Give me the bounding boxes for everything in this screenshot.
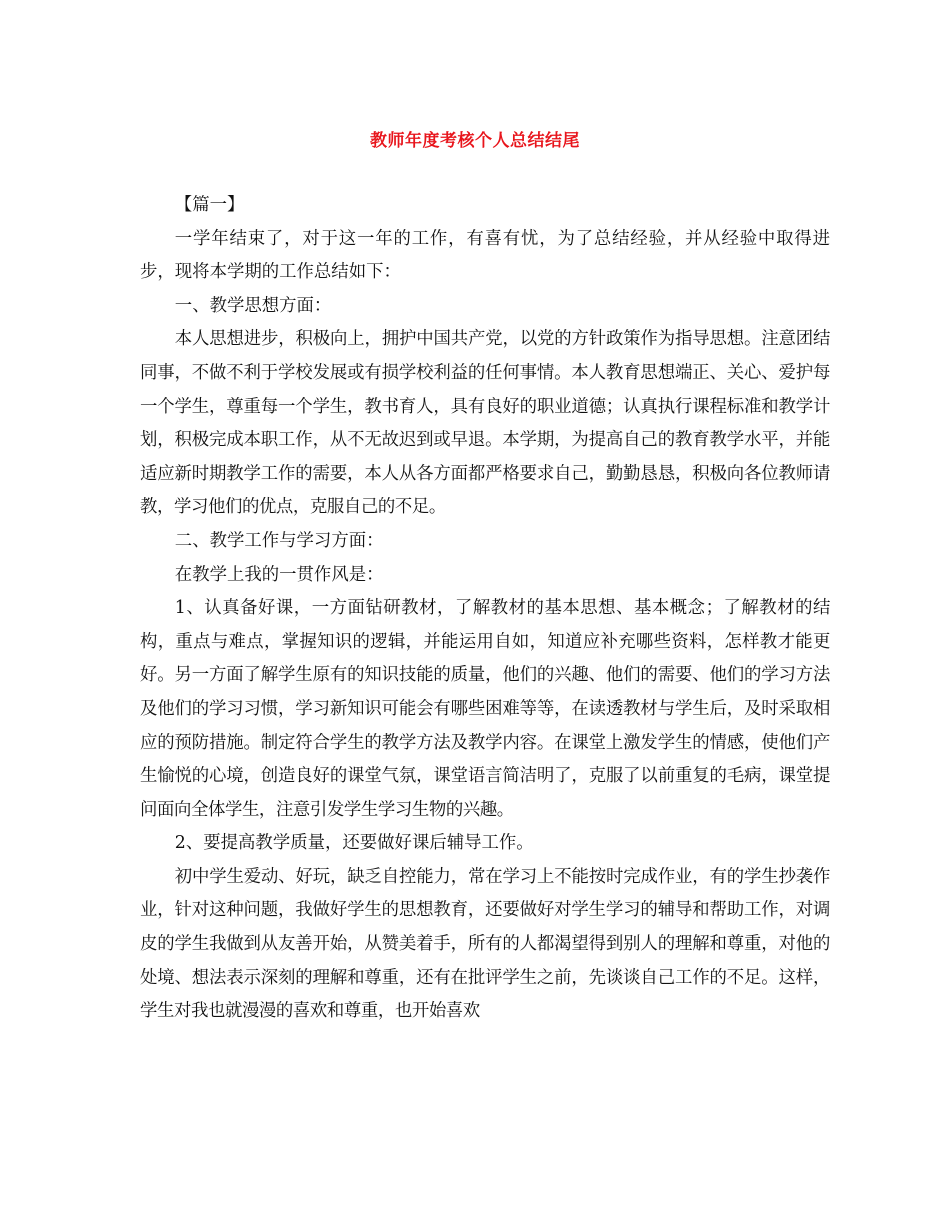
tutoring-heading-paragraph: 2、要提高教学质量，还要做好课后辅导工作。 bbox=[174, 833, 534, 854]
section-heading-teaching-work: 二、教学工作与学习方面： bbox=[174, 530, 384, 551]
document-body bbox=[140, 189, 830, 1029]
teaching-style-paragraph: 在教学上我的一贯作风是： bbox=[174, 564, 384, 585]
tutoring-detail-paragraph: 初中学生爱动、好玩，缺乏自控能力，常在学习上不能按时完成作业，有的学生抄袭作业，针对这种问题，我做好学生的思想教育，还要做好对学生学习的辅导和帮助工作，对调皮的学生我做到从友善开始，从赞美着手，所有的人都渴望得到别人的理解和尊重，对他的处境、想法表示深刻的理解和尊重，还有在批评学生之前，先谈谈自己工作的不足。这样，学生对我也就漫漫的喜欢和尊重，也开始喜欢 bbox=[140, 866, 830, 1022]
teaching-philosophy-paragraph: 本人思想进步，积极向上，拥护中国共产党，以党的方针政策作为指导思想。注意团结同事，不做不利于学校发展或有损学校利益的任何事情。本人教育思想端正、关心、爱护每一个学生，尊重每一个学生，教书育人，具有良好的职业道德；认真执行课程标准和教学计划，积极完成本职工作，从不无故迟到或早退。本学期，为提高自己的教育教学水平，并能适应新时期教学工作的需要，本人从各方面都严格要求自己，勤勤恳恳，积极向各位教师请教，学习他们的优点，克服自己的不足。 bbox=[140, 329, 830, 518]
lesson-preparation-paragraph: 1、认真备好课，一方面钻研教材，了解教材的基本思想、基本概念；了解教材的结构，重点与难点，掌握知识的逻辑，并能运用自如，知道应补充哪些资料，怎样教才能更好。另一方面了解学生原有的知识技能的质量，他们的兴趣、他们的需要、他们的学习方法及他们的学习习惯，学习新知识可能会有哪些困难等等，在读透教材与学生后，及时采取相应的预防措施。制定符合学生的教学方法及教学内容。在课堂上激发学生的情感，使他们产生愉悦的心境，创造良好的课堂气氛，课堂语言简洁明了，克服了以前重复的毛病，课堂提问面向全体学生，注意引发学生学习生物的兴趣。 bbox=[140, 598, 830, 820]
section-heading-part-one: 【篇一】 bbox=[174, 195, 245, 215]
intro-paragraph: 一学年结束了，对于这一年的工作，有喜有忧，为了总结经验，并从经验中取得进步，现将本学期的工作总结如下： bbox=[140, 228, 830, 283]
section-heading-teaching-philosophy: 一、教学思想方面： bbox=[174, 295, 332, 316]
document-title: 教师年度考核个人总结结尾 bbox=[370, 131, 580, 151]
